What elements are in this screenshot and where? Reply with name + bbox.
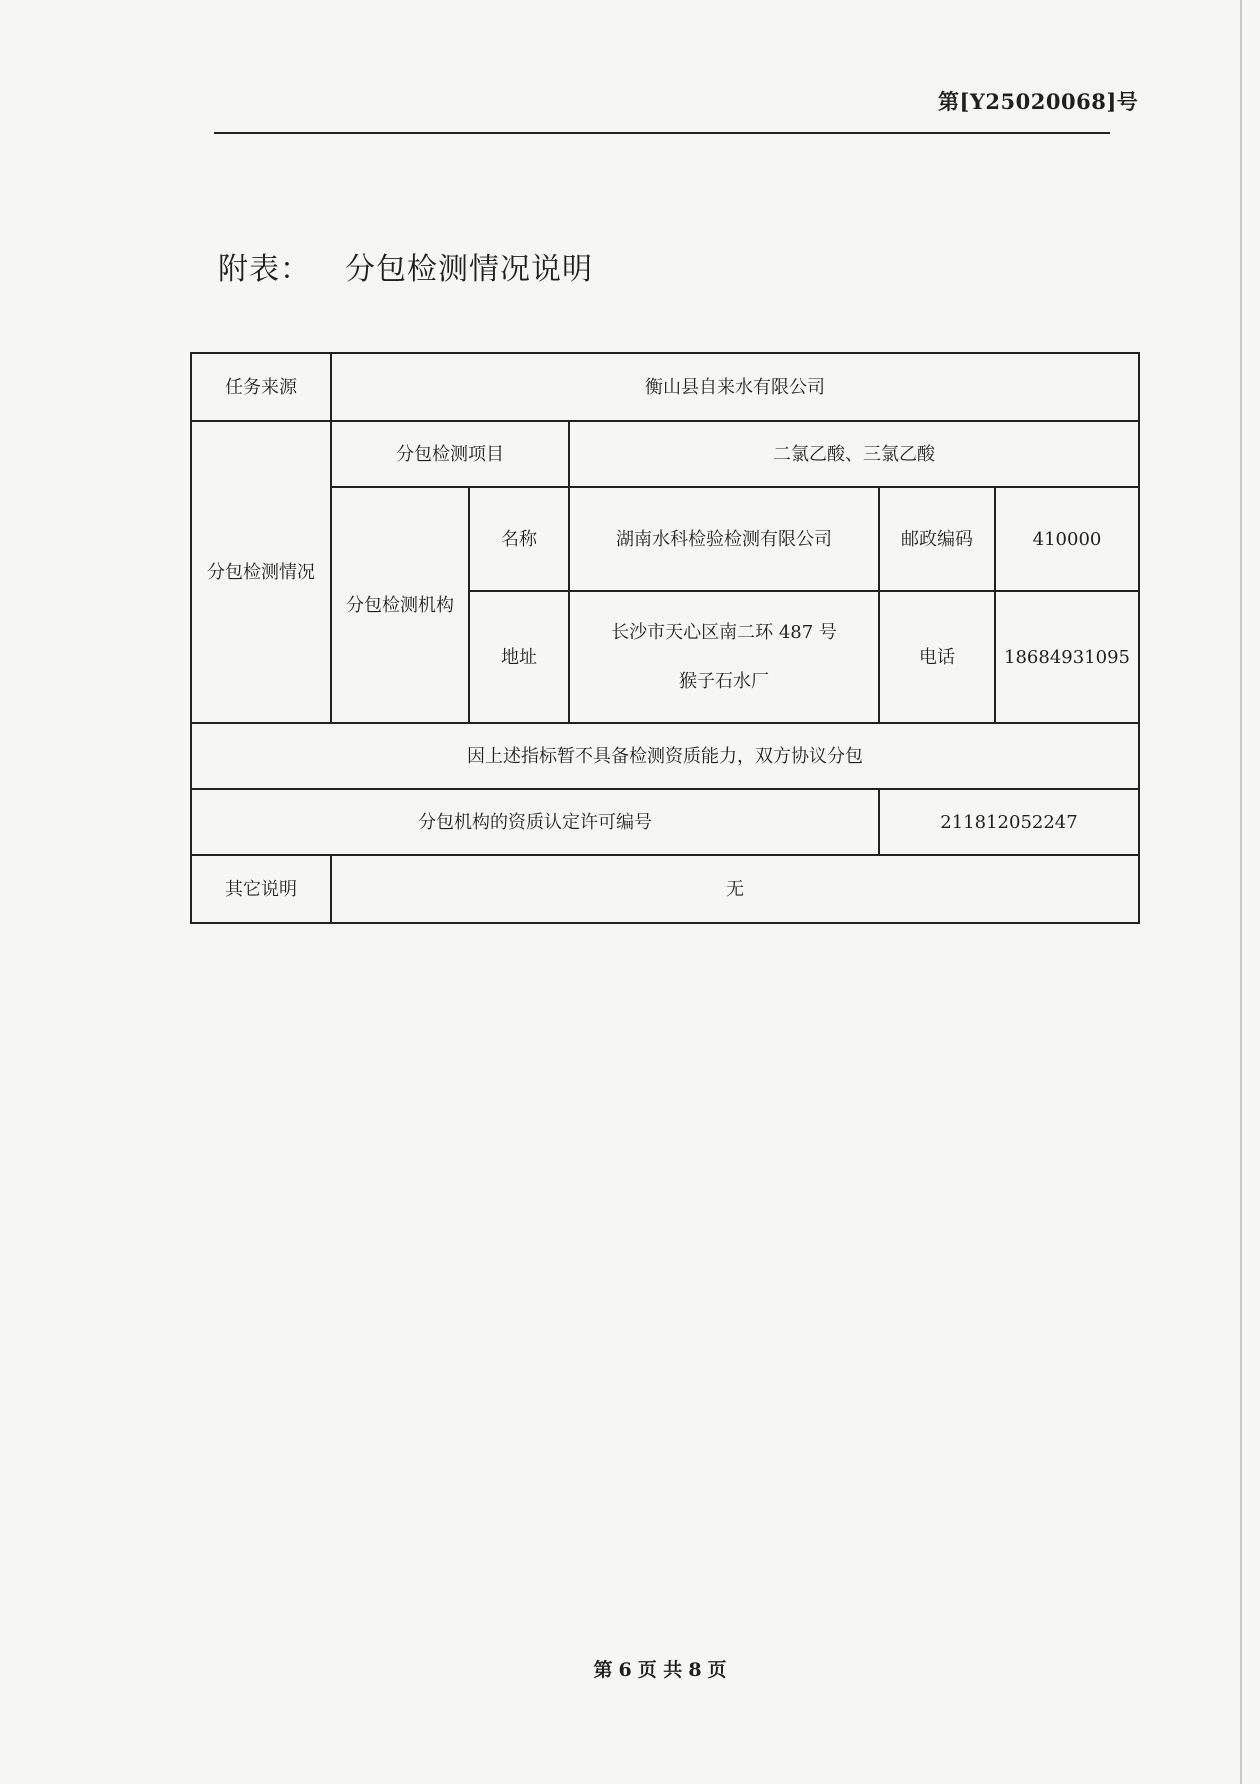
page-mid: 页 共: [637, 1659, 683, 1681]
task-source-value: 衡山县自来水有限公司: [331, 353, 1139, 421]
agency-label: 分包检测机构: [331, 487, 469, 723]
page-current: 6: [618, 1659, 632, 1681]
phone-label: 电话: [879, 591, 995, 723]
name-label: 名称: [469, 487, 569, 591]
address-line-1: 长沙市天心区南二环 487 号: [611, 622, 837, 643]
page-title: [218, 244, 593, 288]
reason-text: 因上述指标暂不具备检测资质能力，双方协议分包: [191, 723, 1139, 789]
address-label: 地址: [469, 591, 569, 723]
page-number: [560, 1655, 760, 1682]
table-row: [191, 353, 1139, 421]
license-label: 分包机构的资质认定许可编号: [191, 789, 879, 855]
address-line-2: 猴子石水厂: [679, 671, 769, 692]
postcode-label: 邮政编码: [879, 487, 995, 591]
other-label: 其它说明: [191, 855, 331, 923]
task-source-label: 任务来源: [191, 353, 331, 421]
items-label: 分包检测项目: [331, 421, 569, 487]
phone-value: 18684931095: [995, 591, 1139, 723]
postcode-value: 410000: [995, 487, 1139, 591]
page-total: 8: [688, 1659, 702, 1681]
items-value: 二氯乙酸、三氯乙酸: [569, 421, 1139, 487]
name-value: 湖南水科检验检测有限公司: [569, 487, 879, 591]
table-row: [191, 421, 1139, 487]
other-value: 无: [331, 855, 1139, 923]
table-row: [191, 723, 1139, 789]
title-text: 分包检测情况说明: [345, 252, 593, 287]
subcontract-table: [190, 352, 1140, 924]
table-row: [191, 855, 1139, 923]
page-suffix: 页: [707, 1659, 727, 1681]
report-number: 第[Y25020068]号: [938, 89, 1139, 114]
address-value: [569, 591, 879, 723]
license-value: 211812052247: [879, 789, 1139, 855]
page-edge-divider: [1240, 0, 1242, 1784]
header-rule: [214, 132, 1110, 134]
table-row: [191, 789, 1139, 855]
title-prefix: 附表：: [218, 252, 311, 287]
subcontract-label: 分包检测情况: [191, 421, 331, 723]
page-prefix: 第: [593, 1659, 613, 1681]
table-row: [191, 487, 1139, 591]
